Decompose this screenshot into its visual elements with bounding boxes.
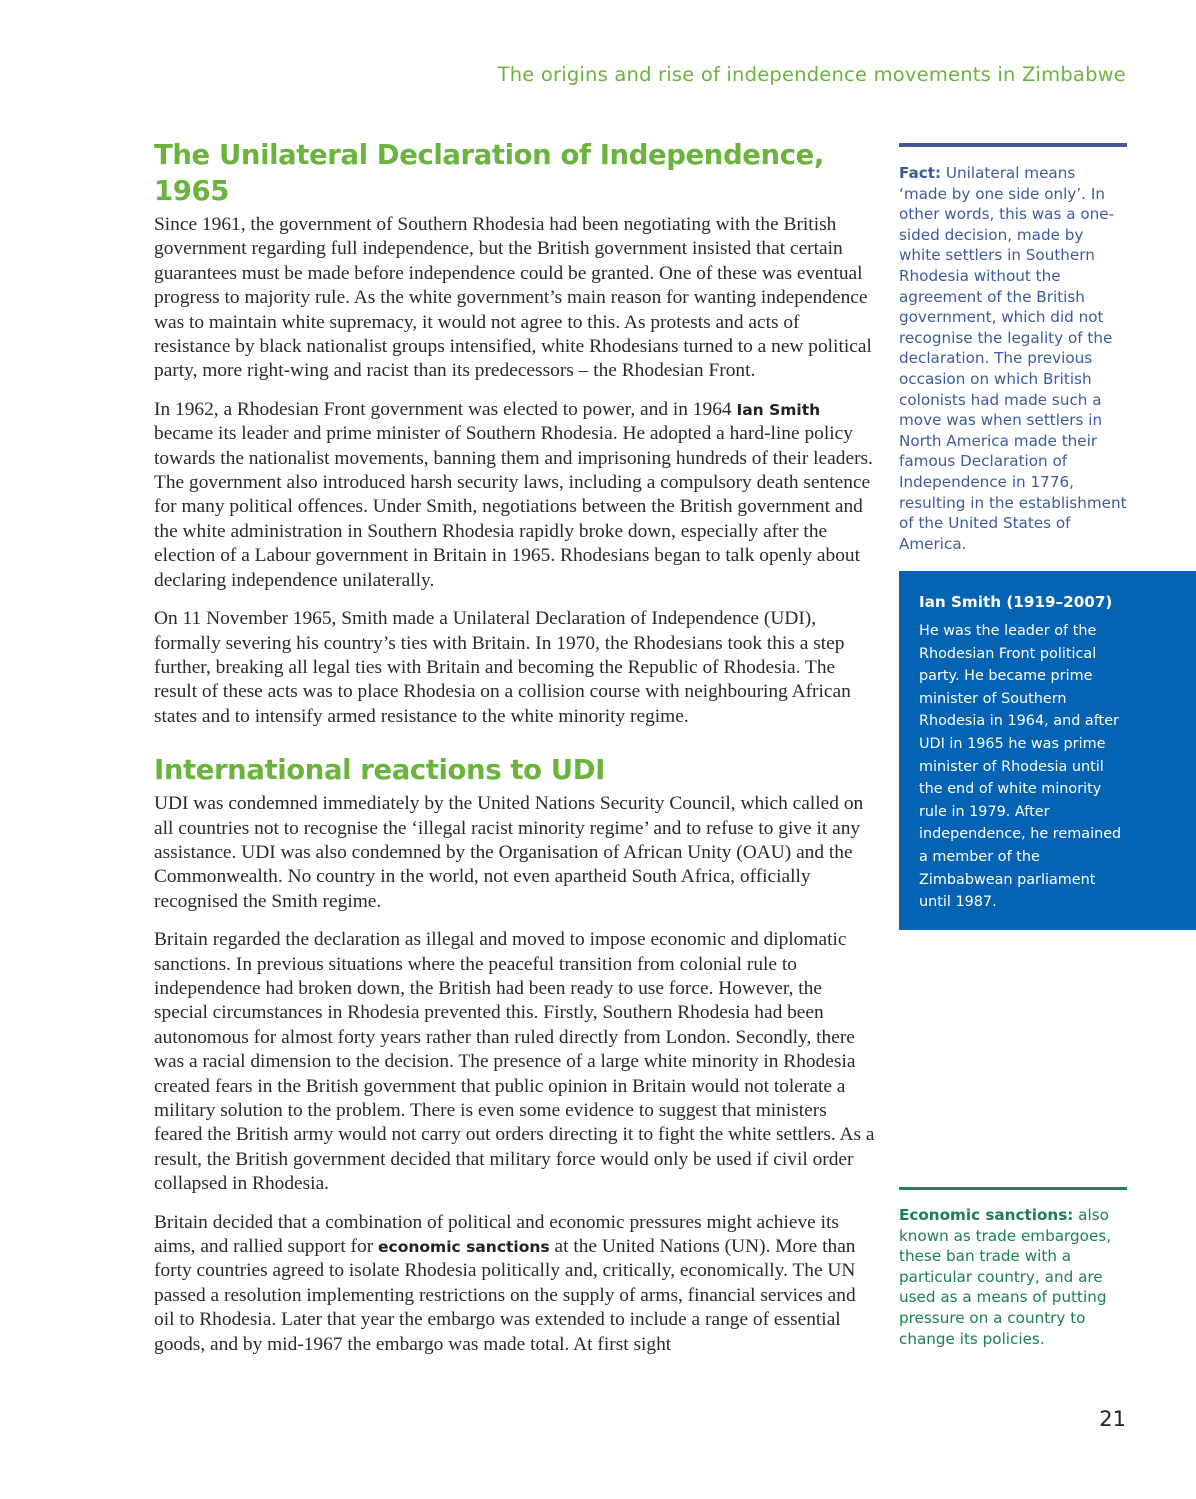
paragraph — [154, 1211, 876, 1357]
fact-label: Fact: — [899, 164, 942, 182]
key-term-economic-sanctions: economic sanctions — [378, 1238, 550, 1257]
paragraph: Britain regarded the declaration as illegal and moved to impose economic and diplomatic sanctions. In previous situations where the peaceful transition from colonial rule to independence had broken down, the British had been ready to use force. However, the special circumstances in Rhodesia prevented this. Firstly, Southern Rhodesia had been autonomous for almost forty years rather than ruled directly from London. Secondly, there was a racial dimension to the decision. The presence of a large white minority in Rhodesia created fears in the British government that public opinion in Britain would not tolerate a military solution to the problem. There is even some evidence to suggest that ministers feared the British army would not carry out orders directing it to fight the white settlers. As a result, the British government decided that military force would only be used if civil order collapsed in Rhodesia. — [154, 929, 875, 1195]
glossary-box — [899, 1187, 1127, 1349]
fact-text: Unilateral means ‘made by one side only’. In other words, this was a one-sided decision, made by white settlers in Southern Rhodesia without the agreement of the British government, which did not recognise the legality of the declaration. The previous occasion on which British colonists had made such a move was when settlers in North America made their famous Declaration of Independence in 1776, resulting in the establishment of the United States of America. — [899, 164, 1127, 553]
main-column — [154, 137, 876, 1371]
paragraph: On 11 November 1965, Smith made a Unilateral Declaration of Independence (UDI), formally severing his country’s ties with Britain. In 1970, the Rhodesians took this a step further, breaking all legal ties with Britain and becoming the Republic of Rhodesia. The result of these acts was to place Rhodesia on a collision course with neighbouring African states and to intensify armed resistance to the white minority regime. — [154, 608, 851, 727]
section-heading-udi: The Unilateral Declaration of Independence, 1965 — [154, 139, 824, 207]
paragraph — [154, 398, 876, 593]
biography-text: He was the leader of the Rhodesian Front political party. He became prime minister of Southern Rhodesia in 1964, and after UDI in 1965 he was prime minister of Rhodesia until the end of white minority rule in 1979. After independence, he remained a member of the Zimbabwean parliament until 1987. — [919, 623, 1122, 911]
paragraph-text: became its leader and prime minister of Southern Rhodesia. He adopted a hard-line policy towards the nationalist movements, banning them and imprisoning hundreds of their leaders. The government also introduced harsh security laws, including a compulsory death sentence for many political offences. Under Smith, negotiations between the British government and the white administration in Southern Rhodesia rapidly broke down, especially after the election of a Labour government in Britain in 1965. Rhodesians began to talk openly about declaring independence unilaterally. — [154, 423, 873, 591]
page-number: 21 — [1099, 1407, 1126, 1431]
paragraph: UDI was condemned immediately by the United Nations Security Council, which called on all countries not to recognise the ‘illegal racist minority regime’ and to refuse to give it any assistance. UDI was also condemned by the Organisation of African Unity (OAU) and the Commonwealth. No country in the world, not even apartheid South Africa, officially recognised the Smith regime. — [154, 793, 864, 912]
paragraph: Since 1961, the government of Southern Rhodesia had been negotiating with the British government regarding full independence, but the British government insisted that certain guarantees must be made before independence could be granted. One of these was eventual progress to majority rule. As the white government’s main reason for wanting independence was to maintain white supremacy, it would not agree to this. As protests and acts of resistance by black nationalist groups intensified, white Rhodesians turned to a new political party, more right-wing and racist than its predecessors – the Rhodesian Front. — [154, 214, 872, 382]
glossary-definition: also known as trade embargoes, these ban trade with a particular country, and are used as a means of putting pressure on a country to change its policies. — [899, 1206, 1112, 1348]
running-head: The origins and rise of independence movements in Zimbabwe — [497, 63, 1126, 86]
glossary-term: Economic sanctions: — [899, 1206, 1074, 1224]
paragraph-text: In 1962, a Rhodesian Front government was elected to power, and in 1964 — [154, 398, 737, 420]
fact-box — [899, 143, 1127, 554]
paragraph-text: at the United Nations (UN). More than forty countries agreed to isolate Rhodesia politically and, critically, economically. The UN passed a resolution implementing restrictions on the supply of arms, financial services and oil to Rhodesia. Later that year the embargo was extended to include a range of essential goods, and by mid-1967 the embargo was made total. At first sight — [154, 1236, 856, 1355]
section-heading-international-reactions: International reactions to UDI — [154, 754, 605, 787]
key-term-ian-smith: Ian Smith — [736, 400, 821, 419]
biography-title: Ian Smith (1919–2007) — [919, 593, 1113, 611]
biography-box — [899, 571, 1196, 930]
paragraph-text: Britain decided that a combination of political and economic pressures might achieve its aims, and rallied support for — [154, 1211, 839, 1258]
